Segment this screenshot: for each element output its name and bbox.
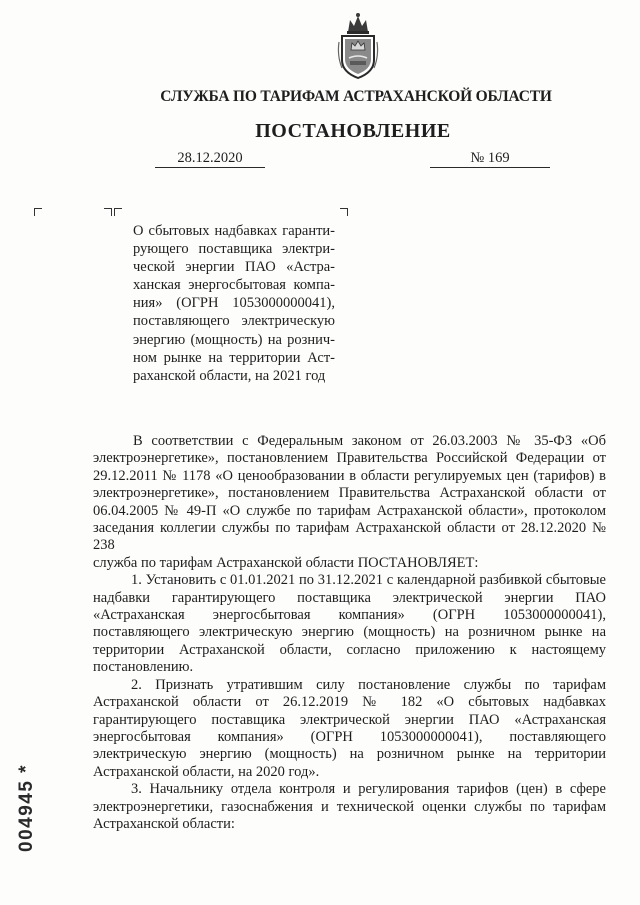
subject-line: ном рынке на территории Аст-	[133, 349, 335, 366]
corner-mark	[104, 208, 112, 216]
subject-line: ния» (ОГРН 1053000000041),	[133, 295, 335, 312]
subject-line: раханской области, на 2021 год	[133, 367, 326, 384]
subject-line: ханская энергосбытовая компа-	[133, 277, 335, 294]
agency-name: СЛУЖБА ПО ТАРИФАМ АСТРАХАНСКОЙ ОБЛАСТИ	[160, 88, 552, 105]
preamble-paragraph: В соответствии с Федеральным законом от 26.03.2003 № 35-ФЗ «Об электроэнергетике», постановлением Правительства Российской Федерации от 29.12.2011 № 1178 «О ценообразовании в области регулируемых цен (тарифов) в электроэнергетике», постановлением Правительства Астраханской области от 06.04.2005 № 49-П «О службе по тарифам Астраханской области», протоколом заседания коллегии службы по тарифам Астраханской области от 28.12.2020 № 238	[93, 433, 606, 554]
decree-item-3: 3. Начальнику отдела контроля и регулирования тарифов (цен) в сфере электроэнергетики, газоснабжения и технической оценки службы по тарифам Астраханской области:	[93, 781, 606, 832]
corner-mark	[340, 208, 348, 216]
document-type-title: ПОСТАНОВЛЕНИЕ	[255, 120, 451, 142]
document-subject	[133, 222, 335, 385]
serial-number-stamp: 004945 *	[16, 763, 37, 852]
subject-line: О сбытовых надбавках гаранти-	[133, 223, 335, 239]
document-number: № 169	[430, 150, 550, 168]
subject-line: рующего поставщика электри-	[133, 241, 335, 258]
corner-mark	[34, 208, 42, 216]
astrakhan-coat-of-arms-icon	[336, 12, 380, 80]
subject-line: поставляющего электрическую	[133, 313, 335, 330]
decree-line: служба по тарифам Астраханской области ПОСТАНОВЛЯЕТ:	[93, 554, 479, 571]
corner-mark	[114, 208, 122, 216]
document-date: 28.12.2020	[155, 150, 265, 168]
subject-line: ческой энергии ПАО «Астра-	[133, 259, 335, 276]
decree-item-1: 1. Установить с 01.01.2021 по 31.12.2021 с календарной разбивкой сбытовые надбавки гарантирующего поставщика электрической энергии ПАО «Астраханская энергосбытовая компания» (ОГРН 1053000000041), поставляющего электрическую энергию (мощность) на розничном рынке на территории Астраханской области, согласно приложению к настоящему постановлению.	[93, 572, 606, 676]
decree-item-2: 2. Признать утратившим силу постановление службы по тарифам Астраханской области от 26.12.2019 № 182 «О сбытовых надбавках гарантирующего поставщика электрической энергии ПАО «Астраханская энергосбытовая компания» (ОГРН 1053000000041), поставляющего электрическую энергию (мощность) на розничном рынке на территории Астраханской области, на 2020 год».	[93, 676, 606, 780]
subject-line: энергию (мощность) на рознич-	[133, 331, 335, 348]
document-body	[93, 433, 606, 833]
